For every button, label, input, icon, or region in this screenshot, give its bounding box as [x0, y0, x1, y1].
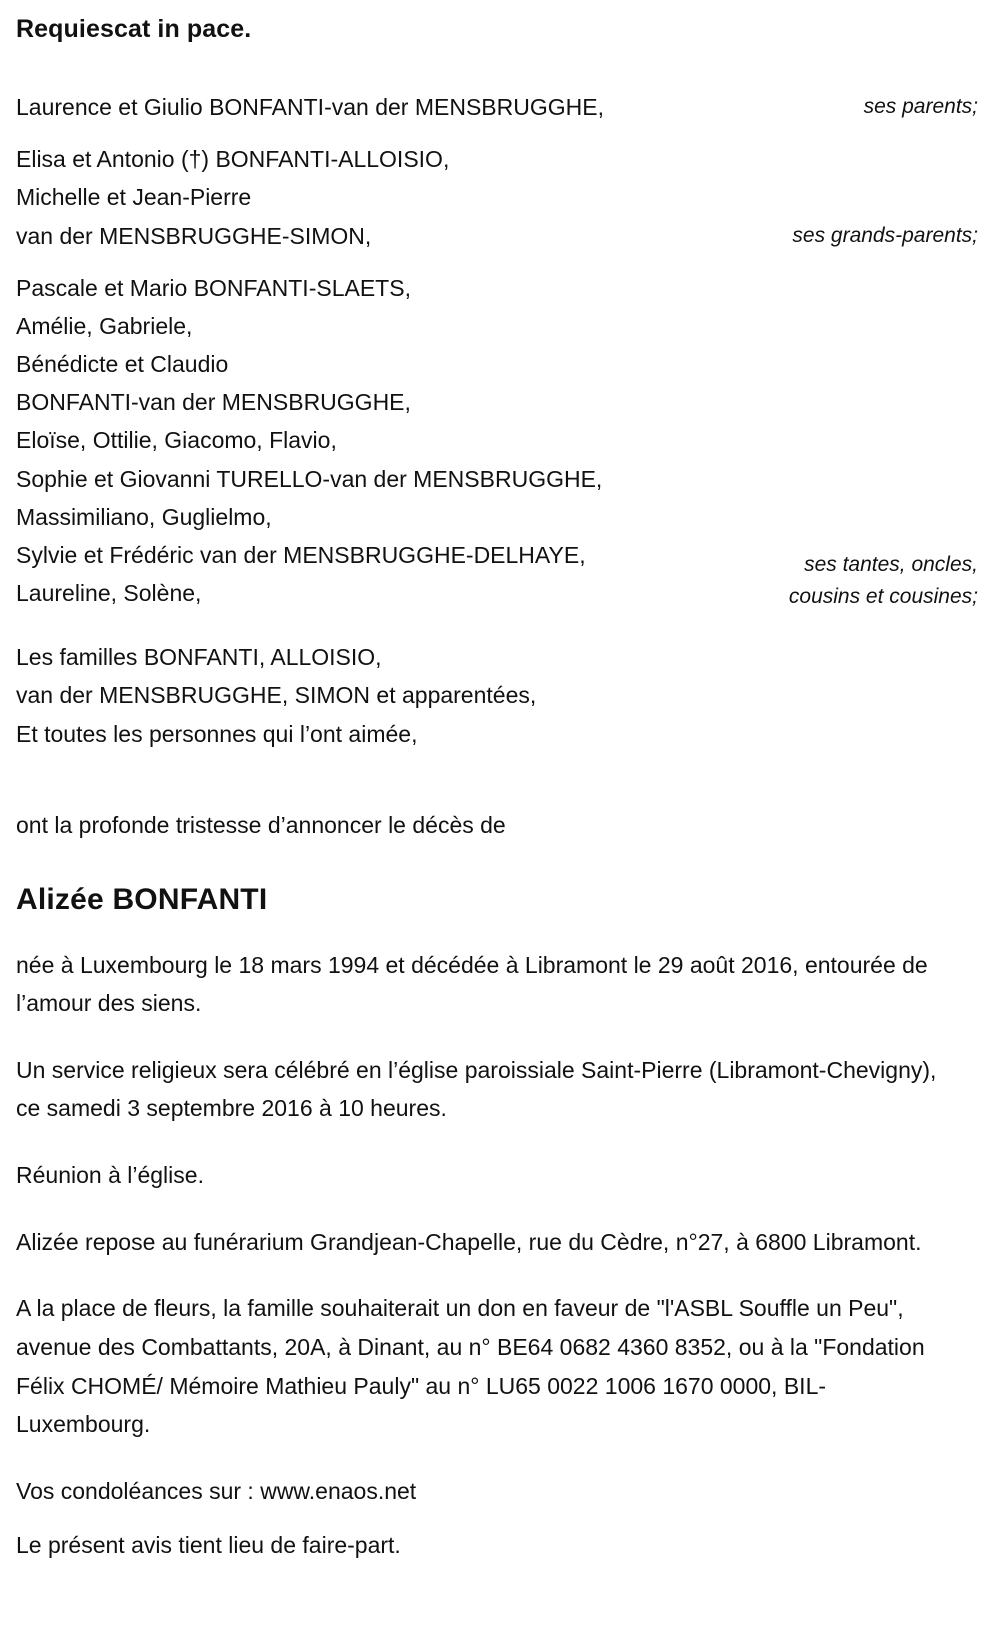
donation-details: A la place de fleurs, la famille souhaiterait un don en faveur de "l'ASBL Souffle un Peu", avenue des Combattants, 20A, à Dinant, au n° BE64 0682 4360 8352, ou à la "Fondation Félix CHOMÉ/ Mémoire Mathieu Pauly" au n° LU65 0022 1006 1670 0000, BIL-Luxembourg. — [16, 1295, 925, 1438]
spacer — [16, 126, 978, 140]
announcement-line: ont la profonde tristesse d’annoncer le décès de — [16, 811, 506, 838]
relation-label-extended-family — [779, 549, 978, 612]
survivor-name-line: Amélie, Gabriele, — [16, 312, 193, 339]
survivor-name-line: Sophie et Giovanni TURELLO-van der MENSBRUGGHE, — [16, 465, 603, 492]
survivor-name-line: Bénédicte et Claudio — [16, 351, 229, 378]
survivor-names-grandparents — [16, 140, 449, 255]
survivor-name-line: Et toutes les personnes qui l’ont aimée, — [16, 720, 418, 747]
deceased-name: Alizée BONFANTI — [16, 882, 268, 916]
relation-label-parents — [854, 88, 978, 126]
survivor-name-line: Les familles BONFANTI, ALLOISIO, — [16, 644, 382, 671]
survivors-section — [16, 88, 978, 753]
survivor-name-line: Laureline, Solène, — [16, 580, 202, 607]
spacer — [16, 612, 978, 638]
survivor-name-line: Elisa et Antonio (†) BONFANTI-ALLOISIO, — [16, 146, 450, 173]
survivor-name-line: Massimiliano, Guglielmo, — [16, 503, 272, 530]
page-title: Requiescat in pace. — [16, 15, 252, 43]
condolences-line: Vos condoléances sur : www.enaos.net — [16, 1477, 417, 1504]
survivor-group-families — [16, 638, 978, 753]
survivor-name-line: Sylvie et Frédéric van der MENSBRUGGHE-DELHAYE, — [16, 541, 586, 568]
reunion-details: Réunion à l’église. — [16, 1162, 204, 1189]
religious-service-details: Un service religieux sera célébré en l’église paroissiale Saint-Pierre (Libramont-Chevigny), ce samedi 3 septembre 2016 à 10 heures. — [16, 1056, 937, 1122]
birth-death-details: née à Luxembourg le 18 mars 1994 et décédée à Libramont le 29 août 2016, entourée de l’amour des siens. — [16, 951, 928, 1017]
survivor-name-line: Laurence et Giulio BONFANTI-van der MENSBRUGGHE, — [16, 94, 604, 120]
faire-part-notice: Le présent avis tient lieu de faire-part. — [16, 1532, 401, 1559]
survivor-names-families — [16, 638, 536, 753]
relation-text: ses grands-parents; — [792, 223, 978, 247]
survivor-group-extended-family — [16, 269, 978, 613]
survivor-name-line: BONFANTI-van der MENSBRUGGHE, — [16, 389, 411, 416]
relation-label-grandparents — [782, 217, 978, 255]
survivor-name-line: van der MENSBRUGGHE-SIMON, — [16, 222, 372, 249]
survivor-name-line: Pascale et Mario BONFANTI-SLAETS, — [16, 274, 411, 301]
survivor-name-line: Eloïse, Ottilie, Giacomo, Flavio, — [16, 427, 337, 454]
relation-text: ses parents; — [863, 95, 978, 118]
survivor-group-parents — [16, 88, 978, 126]
survivor-name-line: Michelle et Jean-Pierre — [16, 184, 252, 211]
spacer — [16, 255, 978, 269]
survivor-names-parents — [16, 88, 604, 126]
survivor-group-grandparents — [16, 140, 978, 255]
relation-text-line-1: ses tantes, oncles, — [804, 553, 978, 577]
survivor-name-line: van der MENSBRUGGHE, SIMON et apparentées, — [16, 682, 537, 709]
survivor-names-extended — [16, 269, 602, 613]
funerarium-details: Alizée repose au funérarium Grandjean-Chapelle, rue du Cèdre, n°27, à 6800 Libramont. — [16, 1228, 922, 1255]
relation-text-line-2: cousins et cousines; — [788, 584, 978, 608]
